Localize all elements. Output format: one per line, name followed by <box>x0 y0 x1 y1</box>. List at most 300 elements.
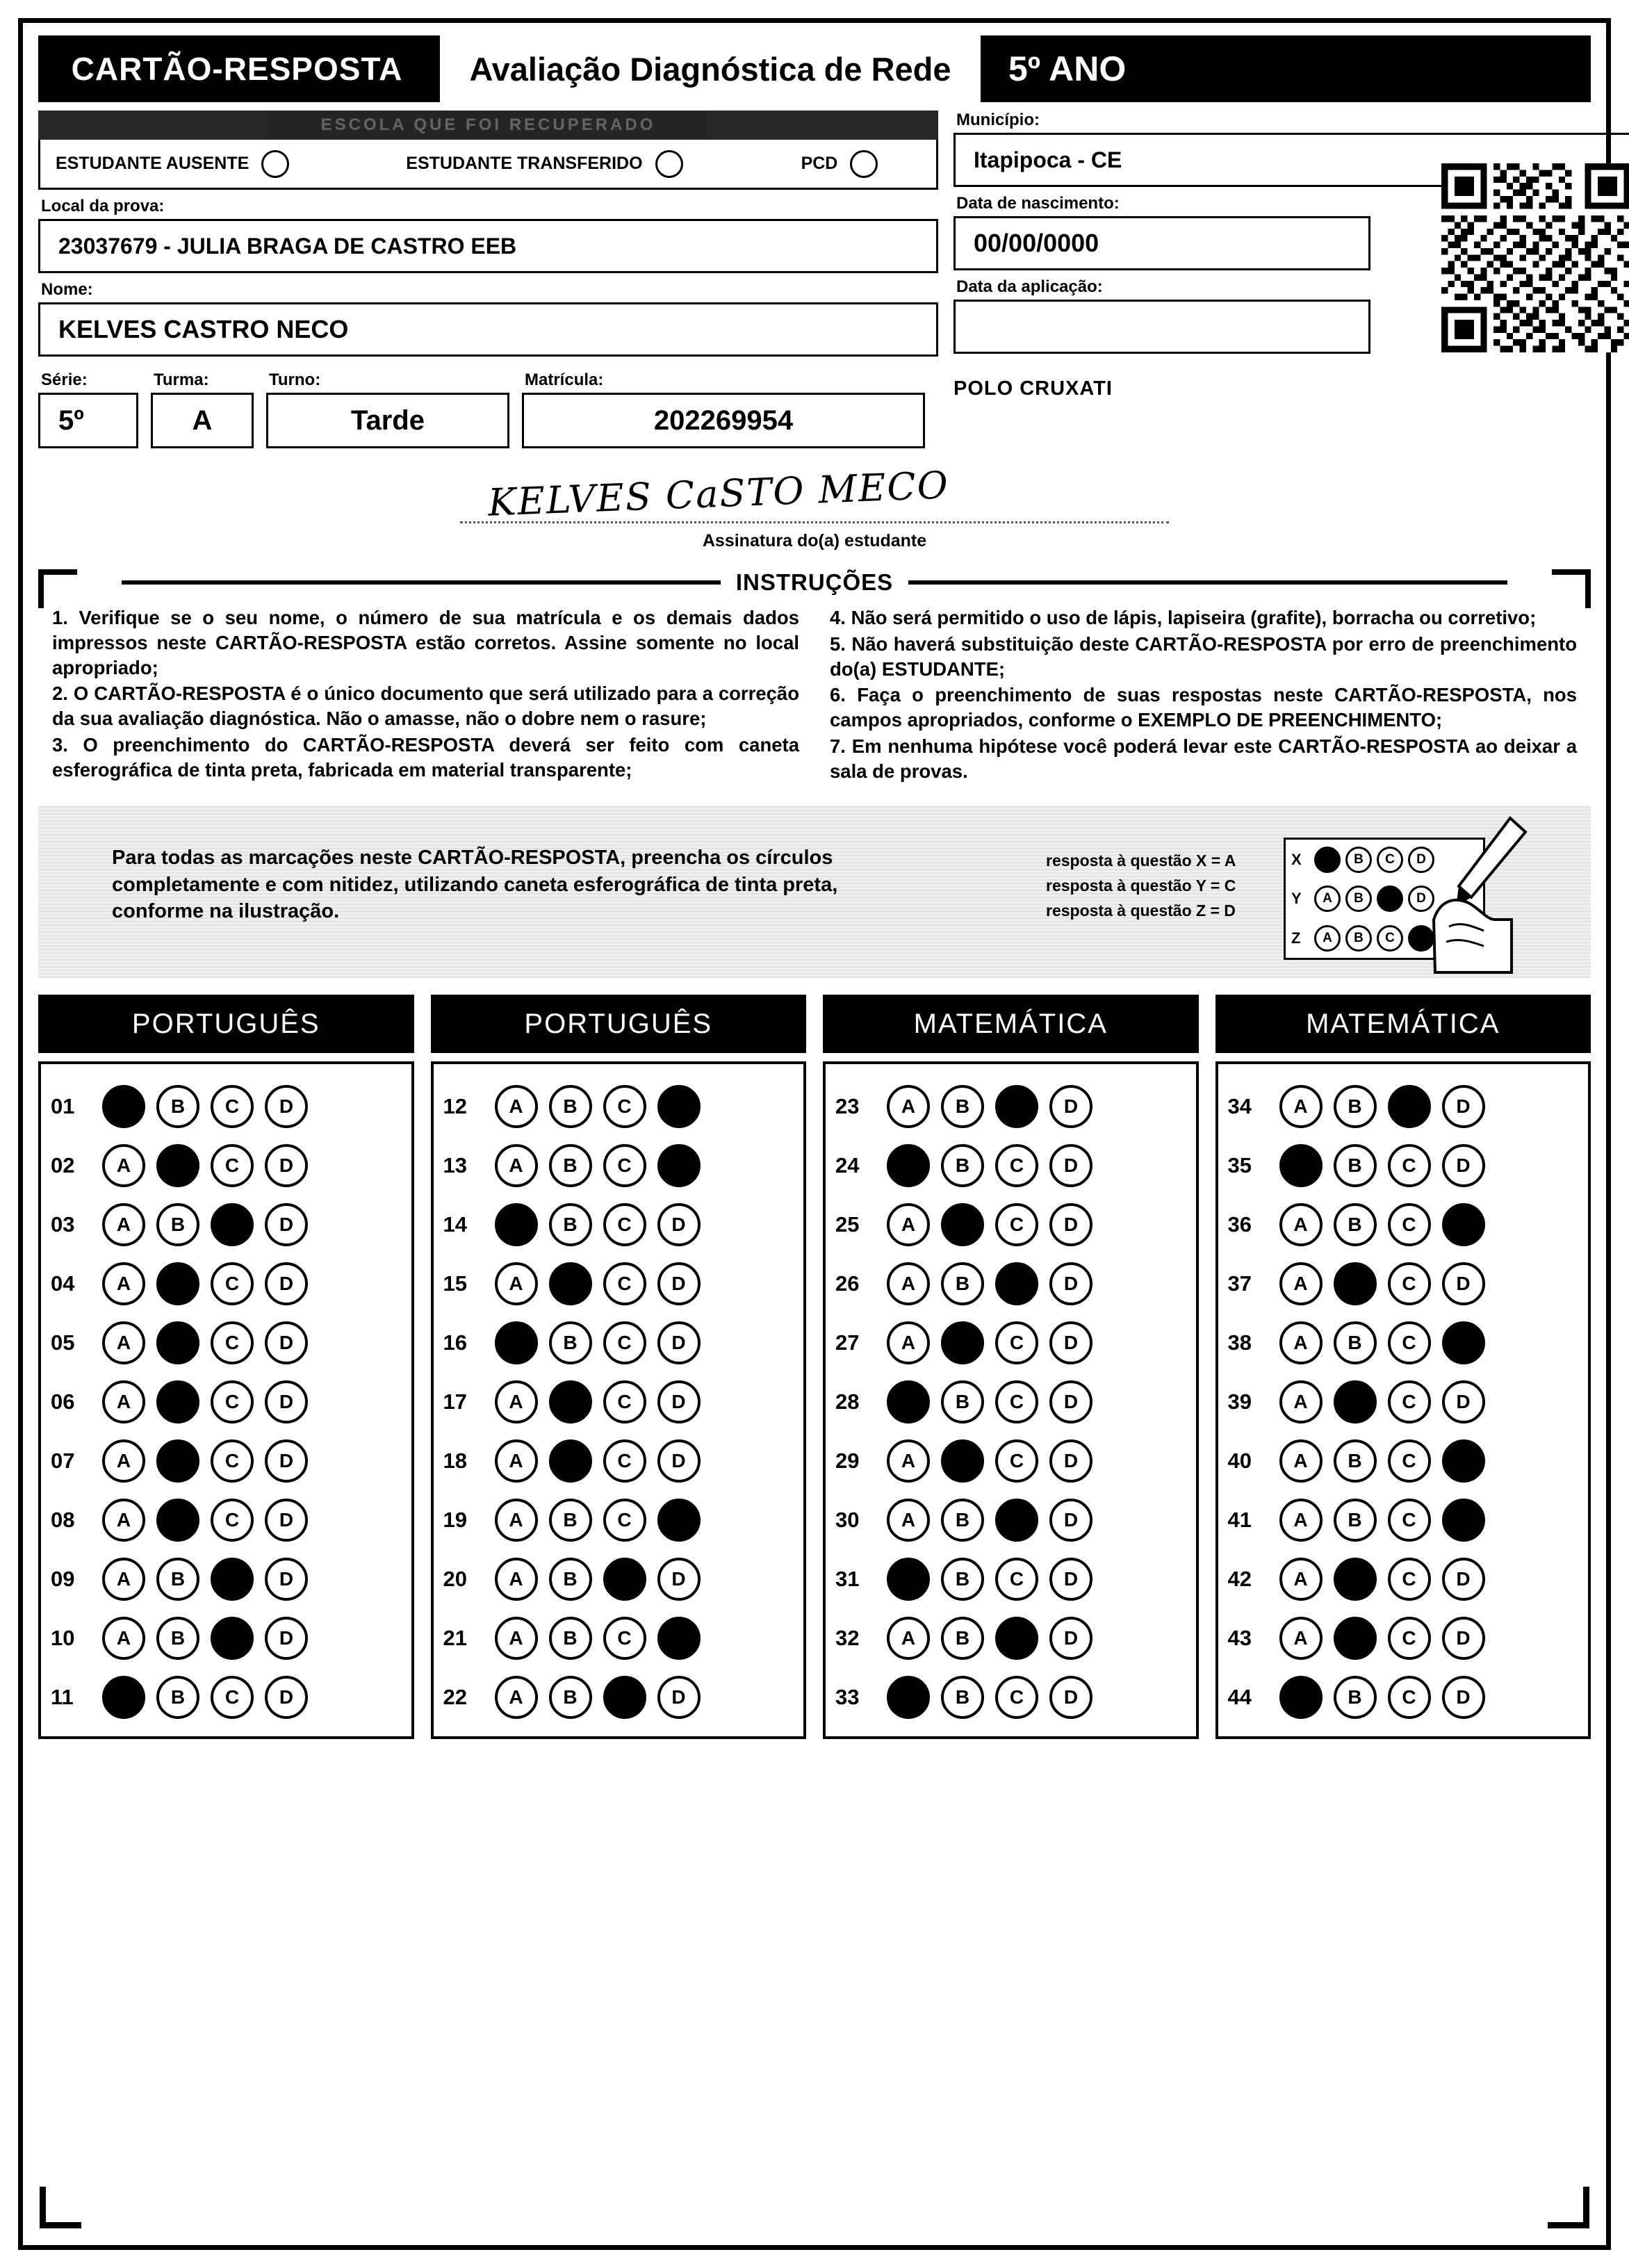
bubble-a[interactable]: A <box>887 1499 930 1542</box>
table-row <box>835 1254 1186 1313</box>
question-number: 13 <box>443 1152 467 1177</box>
question-number: 06 <box>51 1389 75 1414</box>
bubble-b[interactable]: B <box>156 1617 199 1660</box>
bubble-d[interactable]: D <box>1049 1558 1092 1601</box>
question-number: 43 <box>1227 1625 1252 1650</box>
bubble-a[interactable]: A <box>887 1321 930 1364</box>
filling-example-section <box>38 806 1591 978</box>
bubble-a[interactable]: A <box>495 1676 538 1719</box>
answer-block-body <box>431 1061 807 1739</box>
bubble-c[interactable]: C <box>603 1203 646 1246</box>
bubble-d[interactable]: D <box>265 1558 308 1601</box>
table-row <box>51 1313 402 1372</box>
bubble-a[interactable]: A <box>495 1321 538 1364</box>
bubble-c[interactable]: C <box>211 1203 254 1246</box>
instructions-columns <box>38 605 1591 785</box>
bubble-c[interactable]: C <box>1388 1144 1431 1187</box>
bubble-b[interactable]: B <box>1334 1144 1377 1187</box>
bubble-b[interactable]: B <box>1334 1380 1377 1423</box>
bubble-b[interactable]: B <box>1334 1262 1377 1305</box>
bubble-b[interactable]: B <box>156 1321 199 1364</box>
bubble-c[interactable]: C <box>995 1499 1038 1542</box>
bubble-c[interactable]: C <box>603 1617 646 1660</box>
bubble-c[interactable]: C <box>603 1439 646 1483</box>
bubble-a[interactable]: A <box>102 1085 145 1128</box>
answer-block-body <box>823 1061 1199 1739</box>
table-row <box>51 1195 402 1254</box>
bubble-d[interactable]: D <box>1442 1321 1485 1364</box>
bubble-c[interactable]: C <box>995 1676 1038 1719</box>
bubble-b[interactable]: B <box>549 1617 592 1660</box>
answer-block-title: PORTUGUÊS <box>38 995 414 1053</box>
bubble-a[interactable]: A <box>887 1558 930 1601</box>
bubble-b[interactable]: B <box>941 1144 984 1187</box>
question-number: 31 <box>835 1566 860 1591</box>
bubble-d[interactable]: D <box>657 1439 701 1483</box>
table-row <box>1228 1431 1579 1490</box>
question-number: 26 <box>835 1271 860 1296</box>
table-row <box>443 1195 794 1254</box>
header-title-exam <box>436 35 985 102</box>
example-row-label: Y <box>1291 890 1302 908</box>
bubble-d[interactable]: D <box>1442 1439 1485 1483</box>
bubble-b[interactable]: B <box>549 1321 592 1364</box>
bubble-b[interactable]: B <box>1334 1617 1377 1660</box>
bubble-d[interactable]: D <box>1442 1499 1485 1542</box>
bubble-d[interactable]: D <box>1442 1085 1485 1128</box>
bubble-a[interactable]: A <box>102 1617 145 1660</box>
bubble-b[interactable]: B <box>549 1380 592 1423</box>
table-row <box>835 1608 1186 1667</box>
table-row <box>51 1667 402 1727</box>
table-row <box>835 1549 1186 1608</box>
bubble-b[interactable]: B <box>941 1203 984 1246</box>
bubble-d[interactable]: D <box>265 1676 308 1719</box>
hand-pen-icon <box>1428 815 1532 975</box>
bubble-a[interactable]: A <box>887 1085 930 1128</box>
question-number: 01 <box>51 1093 75 1118</box>
bubble-a[interactable]: A <box>1279 1676 1323 1719</box>
bubble-b[interactable]: B <box>156 1262 199 1305</box>
bubble-c[interactable]: C <box>1388 1262 1431 1305</box>
bubble-b[interactable]: B <box>156 1085 199 1128</box>
bubble-a[interactable]: A <box>1279 1558 1323 1601</box>
bubble-d[interactable]: D <box>657 1144 701 1187</box>
bubble-d[interactable]: D <box>1049 1262 1092 1305</box>
bubble-d[interactable]: D <box>1442 1262 1485 1305</box>
bubble-d[interactable]: D <box>1049 1321 1092 1364</box>
bubble-d[interactable]: D <box>657 1499 701 1542</box>
bubble-a[interactable]: A <box>495 1558 538 1601</box>
instruction-item: 6. Faça o preenchimento de suas respostas neste CARTÃO-RESPOSTA, nos campos apropriados, conforme o EXEMPLO DE PREENCHIMENTO; <box>830 684 1577 731</box>
table-row <box>443 1431 794 1490</box>
bubble-a[interactable]: A <box>1279 1439 1323 1483</box>
bubble-b[interactable]: B <box>156 1558 199 1601</box>
bubble-a[interactable]: A <box>1279 1499 1323 1542</box>
table-row <box>51 1549 402 1608</box>
bubble-d[interactable]: D <box>265 1203 308 1246</box>
bubble-c[interactable]: C <box>211 1617 254 1660</box>
bubble-b[interactable]: B <box>549 1203 592 1246</box>
bubble-a[interactable]: A <box>1279 1203 1323 1246</box>
qr-code <box>1441 163 1629 352</box>
bubble-c[interactable]: C <box>1388 1085 1431 1128</box>
instruction-item: 7. Em nenhuma hipótese você poderá levar este CARTÃO-RESPOSTA ao deixar a sala de provas. <box>830 735 1577 782</box>
instruction-item: 3. O preenchimento do CARTÃO-RESPOSTA deverá ser feito com caneta esferográfica de tinta preta, fabricada em material transparente; <box>52 733 799 781</box>
question-number: 08 <box>51 1507 75 1532</box>
bubble-a[interactable]: A <box>887 1617 930 1660</box>
bubble-b[interactable]: B <box>549 1085 592 1128</box>
question-number: 41 <box>1227 1507 1252 1532</box>
signature-caption: Assinatura do(a) estudante <box>702 531 927 550</box>
table-row <box>835 1667 1186 1727</box>
bubble-d[interactable]: D <box>657 1558 701 1601</box>
signature-handwriting: KELVES CaSTO MECO <box>487 463 951 525</box>
question-number: 14 <box>443 1211 467 1237</box>
bubble-a[interactable]: A <box>495 1499 538 1542</box>
table-row <box>51 1136 402 1195</box>
bubble-b[interactable]: B <box>941 1262 984 1305</box>
aplicacao-field <box>953 300 1370 354</box>
matricula-label: Matrícula: <box>525 370 604 389</box>
bubble-d[interactable]: D <box>657 1262 701 1305</box>
status-transferred[interactable] <box>406 150 682 178</box>
bubble-b[interactable]: B <box>1334 1499 1377 1542</box>
bubble-c[interactable]: C <box>1388 1676 1431 1719</box>
signature-line[interactable] <box>460 464 1169 523</box>
bubble-c[interactable]: C <box>603 1558 646 1601</box>
bubble-b[interactable]: B <box>549 1676 592 1719</box>
example-legend-item: resposta à questão Y = C <box>1046 876 1236 895</box>
question-number: 42 <box>1227 1566 1252 1591</box>
status-pcd-label: PCD <box>801 154 838 173</box>
bubble-c[interactable]: C <box>211 1439 254 1483</box>
bubble-b[interactable]: B <box>549 1439 592 1483</box>
question-number: 12 <box>443 1093 467 1118</box>
question-number: 36 <box>1227 1211 1252 1237</box>
answer-block <box>431 995 807 1739</box>
question-number: 03 <box>51 1211 75 1237</box>
bubble-a[interactable]: A <box>102 1558 145 1601</box>
table-row <box>1228 1667 1579 1727</box>
example-row-label: X <box>1291 850 1302 868</box>
bubble-b[interactable]: B <box>941 1617 984 1660</box>
bubble-c[interactable]: C <box>603 1085 646 1128</box>
bubble-d[interactable]: D <box>657 1321 701 1364</box>
status-row <box>38 140 938 190</box>
bubble-d[interactable]: D <box>265 1144 308 1187</box>
question-number: 38 <box>1227 1330 1252 1355</box>
bubble-b[interactable]: B <box>1334 1203 1377 1246</box>
bubble-c[interactable]: C <box>1388 1380 1431 1423</box>
example-legend-item: resposta à questão Z = D <box>1046 901 1236 920</box>
bubble-a[interactable]: A <box>102 1380 145 1423</box>
bubble-d[interactable]: D <box>1442 1144 1485 1187</box>
bubble-c[interactable]: C <box>1388 1499 1431 1542</box>
question-number: 28 <box>835 1389 860 1414</box>
bubble-c[interactable]: C <box>995 1321 1038 1364</box>
bubble-d[interactable]: D <box>657 1203 701 1246</box>
bubble-c[interactable]: C <box>1388 1203 1431 1246</box>
bubble-b[interactable]: B <box>1334 1558 1377 1601</box>
answer-block <box>823 995 1199 1739</box>
bubble-a[interactable]: A <box>495 1085 538 1128</box>
bubble-b[interactable]: B <box>549 1558 592 1601</box>
bubble-c[interactable]: C <box>603 1144 646 1187</box>
example-legend <box>1046 849 1236 923</box>
bubble-a[interactable]: A <box>1279 1144 1323 1187</box>
bubble-d[interactable]: D <box>1049 1676 1092 1719</box>
question-number: 44 <box>1227 1684 1252 1709</box>
bubble-d[interactable]: D <box>1442 1676 1485 1719</box>
nome-field <box>38 302 938 357</box>
instructions-column-right <box>830 605 1577 785</box>
bubble-b[interactable]: B <box>156 1676 199 1719</box>
bubble-d[interactable]: D <box>1049 1144 1092 1187</box>
question-number: 16 <box>443 1330 467 1355</box>
answer-block-body <box>1215 1061 1591 1739</box>
bubble-a[interactable]: A <box>887 1203 930 1246</box>
bubble-b[interactable]: B <box>941 1499 984 1542</box>
bubble-a[interactable]: A <box>495 1380 538 1423</box>
bubble-d[interactable]: D <box>265 1439 308 1483</box>
answer-blocks <box>38 995 1591 1739</box>
bubble-a[interactable]: A <box>102 1321 145 1364</box>
bubble-c[interactable]: C <box>211 1558 254 1601</box>
bubble-a[interactable]: A <box>495 1144 538 1187</box>
bubble-a[interactable]: A <box>1279 1321 1323 1364</box>
bubble-a[interactable]: A <box>887 1144 930 1187</box>
example-bubble-b: B <box>1345 925 1372 952</box>
bubble-a[interactable]: A <box>887 1262 930 1305</box>
bubble-c[interactable]: C <box>995 1203 1038 1246</box>
bubble-a[interactable]: A <box>887 1676 930 1719</box>
question-number: 34 <box>1227 1093 1252 1118</box>
bubble-c[interactable]: C <box>603 1321 646 1364</box>
sheet-header <box>38 35 1591 102</box>
bubble-c[interactable]: C <box>211 1144 254 1187</box>
bubble-c[interactable]: C <box>995 1262 1038 1305</box>
status-transferred-bubble[interactable] <box>655 150 683 178</box>
bubble-b[interactable]: B <box>1334 1439 1377 1483</box>
bubble-b[interactable]: B <box>1334 1321 1377 1364</box>
question-number: 24 <box>835 1152 860 1177</box>
bubble-d[interactable]: D <box>657 1676 701 1719</box>
instruction-item: 1. Verifique se o seu nome, o número de sua matrícula e os demais dados impressos neste CARTÃO-RESPOSTA estão corretos. Assine somente no local apropriado; <box>52 607 799 678</box>
crop-mark-bottom-right <box>1548 2187 1589 2228</box>
question-number: 21 <box>443 1625 467 1650</box>
bubble-c[interactable]: C <box>603 1676 646 1719</box>
header-left-label: CARTÃO-RESPOSTA <box>71 51 403 87</box>
hidden-school-label: ESCOLA QUE FOI RECUPERADO <box>320 115 656 134</box>
bubble-c[interactable]: C <box>211 1499 254 1542</box>
bubble-d[interactable]: D <box>265 1262 308 1305</box>
bubble-c[interactable]: C <box>1388 1439 1431 1483</box>
bubble-c[interactable]: C <box>995 1617 1038 1660</box>
bubble-d[interactable]: D <box>265 1380 308 1423</box>
bubble-b[interactable]: B <box>941 1558 984 1601</box>
bubble-a[interactable]: A <box>495 1617 538 1660</box>
bubble-a[interactable]: A <box>102 1203 145 1246</box>
example-bubble-c: C <box>1377 847 1403 873</box>
instructions-title-row <box>122 569 1507 596</box>
bubble-a[interactable]: A <box>887 1439 930 1483</box>
bubble-a[interactable]: A <box>102 1676 145 1719</box>
bubble-b[interactable]: B <box>156 1439 199 1483</box>
bubble-b[interactable]: B <box>156 1499 199 1542</box>
bubble-c[interactable]: C <box>211 1380 254 1423</box>
question-number: 20 <box>443 1566 467 1591</box>
bubble-b[interactable]: B <box>549 1499 592 1542</box>
bubble-c[interactable]: C <box>211 1321 254 1364</box>
crop-mark-top-right <box>1552 569 1591 608</box>
local-value: 23037679 - JULIA BRAGA DE CASTRO EEB <box>58 233 517 259</box>
example-bubble-d: D <box>1408 886 1434 912</box>
title-rule-left <box>122 580 721 585</box>
aplicacao-label: Data da aplicação: <box>956 277 1103 296</box>
status-pcd-bubble[interactable] <box>850 150 878 178</box>
bubble-a[interactable]: A <box>102 1439 145 1483</box>
question-number: 02 <box>51 1152 75 1177</box>
table-row <box>1228 1254 1579 1313</box>
bubble-c[interactable]: C <box>211 1676 254 1719</box>
bubble-c[interactable]: C <box>603 1262 646 1305</box>
table-row <box>835 1195 1186 1254</box>
turno-label: Turno: <box>269 370 321 389</box>
table-row <box>835 1077 1186 1136</box>
table-row <box>51 1431 402 1490</box>
table-row <box>443 1254 794 1313</box>
bubble-b[interactable]: B <box>156 1203 199 1246</box>
bubble-d[interactable]: D <box>265 1499 308 1542</box>
bubble-d[interactable]: D <box>1049 1617 1092 1660</box>
bubble-b[interactable]: B <box>941 1676 984 1719</box>
bubble-b[interactable]: B <box>941 1321 984 1364</box>
crop-mark-bottom-left <box>40 2187 81 2228</box>
table-row <box>443 1313 794 1372</box>
bubble-a[interactable]: A <box>1279 1617 1323 1660</box>
bubble-a[interactable]: A <box>102 1144 145 1187</box>
status-absent[interactable] <box>56 150 289 178</box>
answer-block <box>1215 995 1591 1739</box>
bubble-a[interactable]: A <box>495 1203 538 1246</box>
answer-block-title: PORTUGUÊS <box>431 995 807 1053</box>
polo-label: POLO CRUXATI <box>953 377 1113 400</box>
bubble-b[interactable]: B <box>941 1439 984 1483</box>
turma-label: Turma: <box>154 370 209 389</box>
bubble-c[interactable]: C <box>995 1439 1038 1483</box>
bubble-b[interactable]: B <box>1334 1676 1377 1719</box>
bubble-a[interactable]: A <box>1279 1262 1323 1305</box>
header-right-label: 5º ANO <box>1008 49 1127 88</box>
table-row <box>1228 1313 1579 1372</box>
serie-label: Série: <box>41 370 88 389</box>
answer-block-title: MATEMÁTICA <box>1215 995 1591 1053</box>
bubble-a[interactable]: A <box>1279 1380 1323 1423</box>
bubble-d[interactable]: D <box>1049 1085 1092 1128</box>
bubble-d[interactable]: D <box>265 1321 308 1364</box>
bubble-d[interactable]: D <box>1049 1439 1092 1483</box>
bubble-a[interactable]: A <box>887 1380 930 1423</box>
table-row <box>1228 1136 1579 1195</box>
serie-value: 5º <box>58 405 84 436</box>
matricula-value: 202269954 <box>653 405 794 436</box>
turno-value: Tarde <box>351 405 425 436</box>
bubble-d[interactable]: D <box>1049 1499 1092 1542</box>
bubble-c[interactable]: C <box>211 1085 254 1128</box>
bubble-b[interactable]: B <box>941 1085 984 1128</box>
example-bubble-c: C <box>1377 886 1403 912</box>
bubble-c[interactable]: C <box>603 1499 646 1542</box>
bubble-b[interactable]: B <box>549 1262 592 1305</box>
bubble-c[interactable]: C <box>211 1262 254 1305</box>
instructions-column-left <box>52 605 799 785</box>
bubble-d[interactable]: D <box>657 1617 701 1660</box>
bubble-d[interactable]: D <box>1442 1380 1485 1423</box>
status-pcd[interactable] <box>801 150 878 178</box>
bubble-c[interactable]: C <box>995 1380 1038 1423</box>
bubble-b[interactable]: B <box>549 1144 592 1187</box>
municipio-label: Município: <box>956 111 1040 129</box>
bubble-c[interactable]: C <box>1388 1321 1431 1364</box>
bubble-b[interactable]: B <box>941 1380 984 1423</box>
question-number: 22 <box>443 1684 467 1709</box>
bubble-c[interactable]: C <box>603 1380 646 1423</box>
bubble-d[interactable]: D <box>1442 1203 1485 1246</box>
bubble-d[interactable]: D <box>265 1617 308 1660</box>
bubble-a[interactable]: A <box>1279 1085 1323 1128</box>
serie-field <box>38 393 138 448</box>
local-label: Local da prova: <box>41 197 165 215</box>
example-legend-item: resposta à questão X = A <box>1046 851 1236 870</box>
question-number: 15 <box>443 1271 467 1296</box>
bubble-a[interactable]: A <box>495 1262 538 1305</box>
identification-left <box>38 111 938 448</box>
bubble-a[interactable]: A <box>495 1439 538 1483</box>
turno-field <box>266 393 509 448</box>
answer-block <box>38 995 414 1739</box>
bubble-b[interactable]: B <box>156 1144 199 1187</box>
table-row <box>835 1490 1186 1549</box>
bubble-d[interactable]: D <box>1442 1558 1485 1601</box>
status-absent-bubble[interactable] <box>261 150 289 178</box>
bubble-d[interactable]: D <box>265 1085 308 1128</box>
bubble-d[interactable]: D <box>1442 1617 1485 1660</box>
bubble-d[interactable]: D <box>1049 1380 1092 1423</box>
bubble-b[interactable]: B <box>156 1380 199 1423</box>
bubble-d[interactable]: D <box>657 1380 701 1423</box>
bubble-c[interactable]: C <box>995 1144 1038 1187</box>
bubble-b[interactable]: B <box>1334 1085 1377 1128</box>
question-number: 30 <box>835 1507 860 1532</box>
bubble-c[interactable]: C <box>995 1558 1038 1601</box>
bubble-a[interactable]: A <box>102 1499 145 1542</box>
bubble-c[interactable]: C <box>995 1085 1038 1128</box>
example-row-label: Z <box>1291 929 1301 947</box>
question-number: 23 <box>835 1093 860 1118</box>
turma-field <box>151 393 254 448</box>
bubble-a[interactable]: A <box>102 1262 145 1305</box>
table-row <box>835 1431 1186 1490</box>
bubble-d[interactable]: D <box>657 1085 701 1128</box>
bubble-d[interactable]: D <box>1049 1203 1092 1246</box>
bubble-c[interactable]: C <box>1388 1558 1431 1601</box>
question-number: 25 <box>835 1211 860 1237</box>
question-number: 17 <box>443 1389 467 1414</box>
bubble-c[interactable]: C <box>1388 1617 1431 1660</box>
table-row <box>1228 1195 1579 1254</box>
identification-right <box>938 111 1629 448</box>
